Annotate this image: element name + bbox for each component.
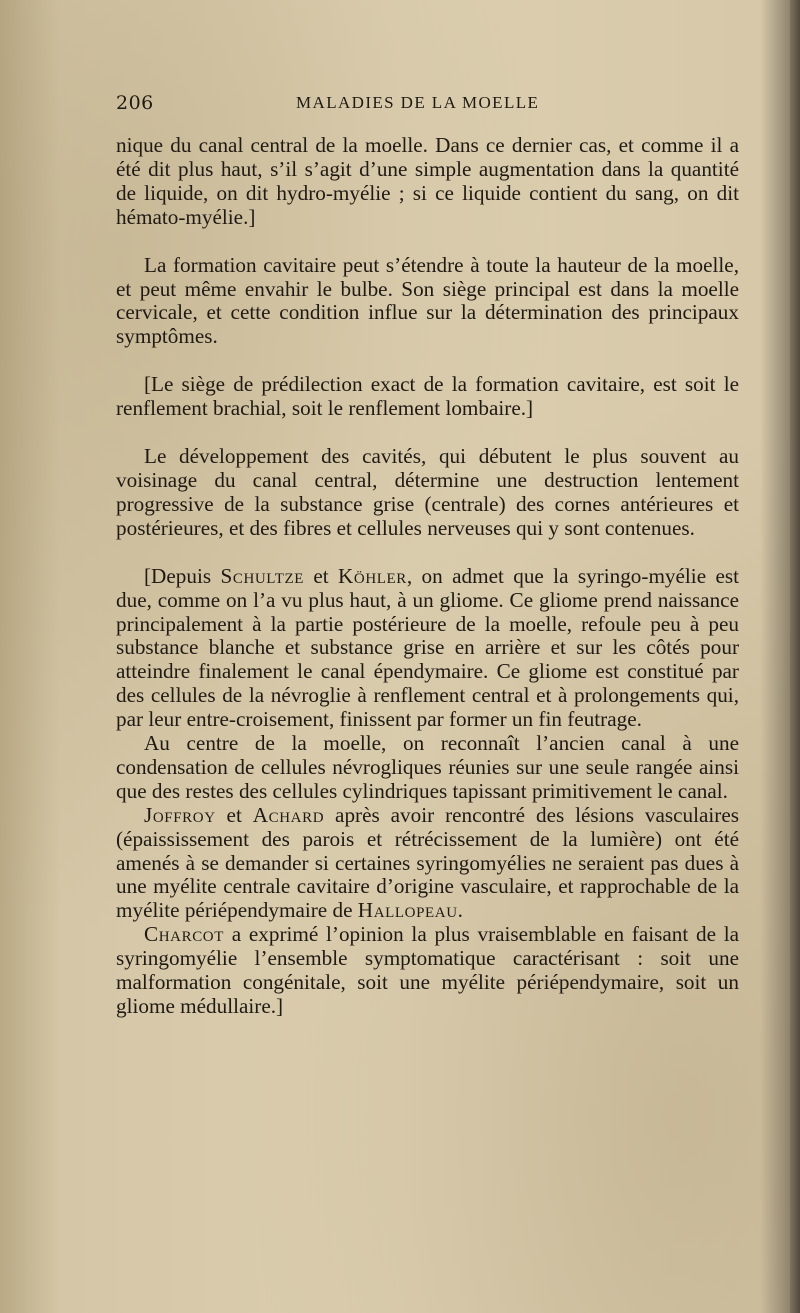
text-run: et — [303, 563, 338, 588]
author-name: Hallopeau — [357, 898, 458, 923]
paragraph-6: Au centre de la moelle, on reconnaît l’ancien canal à une condensation de cellules névrogliques réunies sur une seule rangée ainsi que des restes des cellules cylindriques tapissant primitivement le canal. — [116, 731, 739, 803]
author-name: Schultze — [220, 563, 304, 588]
book-spine — [790, 0, 800, 1313]
text-run: après avoir rencontré des lésions vasculaires (épaississement des parois et rétrécissement de la lumière) ont été amenés à se demander si certaines syringomyélies ne seraient pas dues à une myélite centrale cavitaire d’origine vasculaire, et rapprochable de la myélite périépendymaire de — [116, 802, 739, 923]
text-run: et — [215, 802, 253, 827]
text-run: , on admet que la syringo-myélie est due, comme on l’a vu plus haut, à un gliome. Ce gliome prend naissance principalement à la partie postérieure de la moelle, refoule peu à peu substance blanche et substance grise en arrière et sur les côtés pour atteindre finalement le canal épendymaire. Ce gliome est constitué par des cellules de la névroglie à renflement central et à prolongements qui, par leur entre-croisement, finissent par former un fin feutrage. — [116, 563, 739, 732]
paragraph-4: Le développement des cavités, qui débutent le plus souvent au voisinage du canal central, détermine une destruction lentement progressive de la substance grise (centrale) des cornes antérieures et postérieures, et des fibres et cellules nerveuses qui y sont contenues. — [116, 444, 739, 540]
running-title: MALADIES DE LA MOELLE — [296, 93, 540, 112]
text-run: a exprimé l’opinion la plus vraisemblable en faisant de la syringomyélie l’ensemble symptomatique caractérisant : soit une malformation congénitale, soit une myélite périépendymaire, soit un gliome médullaire.] — [116, 922, 739, 1018]
paragraph-1: nique du canal central de la moelle. Dans ce dernier cas, et comme il a été dit plus haut, s’il s’agit d’une simple augmentation dans la quantité de liquide, on dit hydro-myélie ; si ce liquide contient du sang, on dit hémato-myélie.] — [116, 133, 739, 229]
paragraph-8 — [116, 923, 739, 1019]
text-run: [Depuis — [144, 563, 221, 588]
author-name: Charcot — [144, 922, 225, 947]
page-number: 206 — [116, 92, 154, 114]
paragraph-3: [Le siège de prédilection exact de la formation cavitaire, est soit le renflement brachial, soit le renflement lombaire.] — [116, 372, 739, 421]
author-name: Köhler — [338, 563, 407, 588]
text-run: . — [457, 898, 463, 923]
paragraph-7 — [116, 804, 739, 924]
running-head — [116, 92, 738, 122]
paragraph-2: La formation cavitaire peut s’étendre à toute la hauteur de la moelle, et peut même envahir le bulbe. Son siège principal est dans la moelle cervicale, et cette condition influe sur la détermination des principaux symptômes. — [116, 252, 739, 349]
author-name: Joffroy — [144, 802, 216, 827]
text-body — [116, 134, 739, 1019]
author-name: Achard — [252, 802, 325, 827]
paragraph-5 — [116, 565, 739, 732]
